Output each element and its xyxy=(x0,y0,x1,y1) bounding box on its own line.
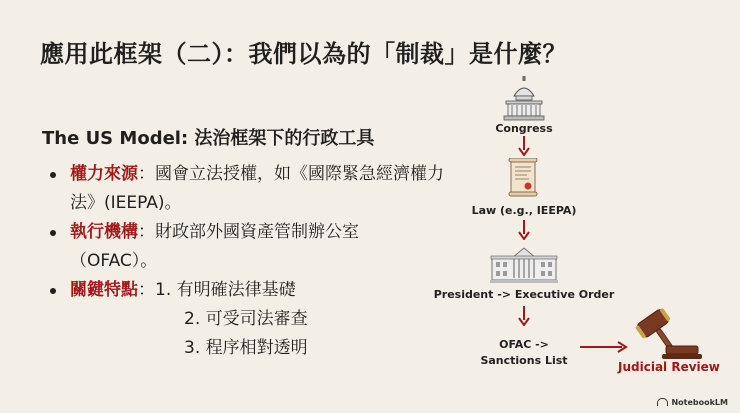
scroll-icon xyxy=(507,158,541,198)
bullet-label: 關鍵特點 xyxy=(70,280,138,300)
bullet-list xyxy=(44,160,444,363)
notebooklm-watermark xyxy=(657,398,728,407)
arrow-down-icon xyxy=(518,136,530,156)
bullet-separator: ： xyxy=(138,222,155,242)
slide-subtitle: The US Model: 法治框架下的行政工具 xyxy=(42,128,375,149)
bullet-text: 國會立法授權，如《國際緊急經濟權力法》(IEEPA)。 xyxy=(70,164,444,213)
bullet-power-source xyxy=(44,160,444,218)
bullet-label: 權力來源 xyxy=(70,164,138,184)
bullet-label: 執行機構 xyxy=(70,222,138,242)
sanctions-list-label: Sanctions List xyxy=(480,354,568,367)
bullet-dot xyxy=(50,288,56,294)
bullet-key-features xyxy=(44,276,444,363)
white-house-icon xyxy=(490,244,558,284)
arrow-right-icon xyxy=(580,340,628,354)
brand-label: NotebookLM xyxy=(671,398,728,407)
judicial-review-label: Judicial Review xyxy=(618,360,720,374)
slide-title: 應用此框架（二）：我們以為的「制裁」是什麼？ xyxy=(40,40,567,68)
bullet-executing-agency xyxy=(44,218,444,276)
bullet-separator: ： xyxy=(138,164,155,184)
congress-label: Congress xyxy=(495,122,553,135)
bullet-dot xyxy=(50,230,56,236)
bullet-dot xyxy=(50,172,56,178)
flow-diagram xyxy=(433,70,740,400)
law-label: Law (e.g., IEEPA) xyxy=(471,204,577,217)
ofac-label: OFAC -> xyxy=(499,338,549,351)
arrow-down-icon xyxy=(518,306,530,326)
gavel-icon xyxy=(626,304,702,362)
feature-item: 1. 有明確法律基礎 xyxy=(155,280,296,300)
arrow-down-icon xyxy=(518,220,530,240)
feature-item: 3. 程序相對透明 xyxy=(184,338,308,358)
feature-item: 2. 可受司法審查 xyxy=(184,309,308,329)
president-label: President -> Executive Order xyxy=(433,288,615,301)
bullet-separator: ： xyxy=(138,280,155,300)
bullet-text: 財政部外國資產管制辦公室（OFAC）。 xyxy=(70,222,359,271)
capitol-icon xyxy=(502,76,546,122)
notebooklm-logo-icon xyxy=(657,398,668,406)
